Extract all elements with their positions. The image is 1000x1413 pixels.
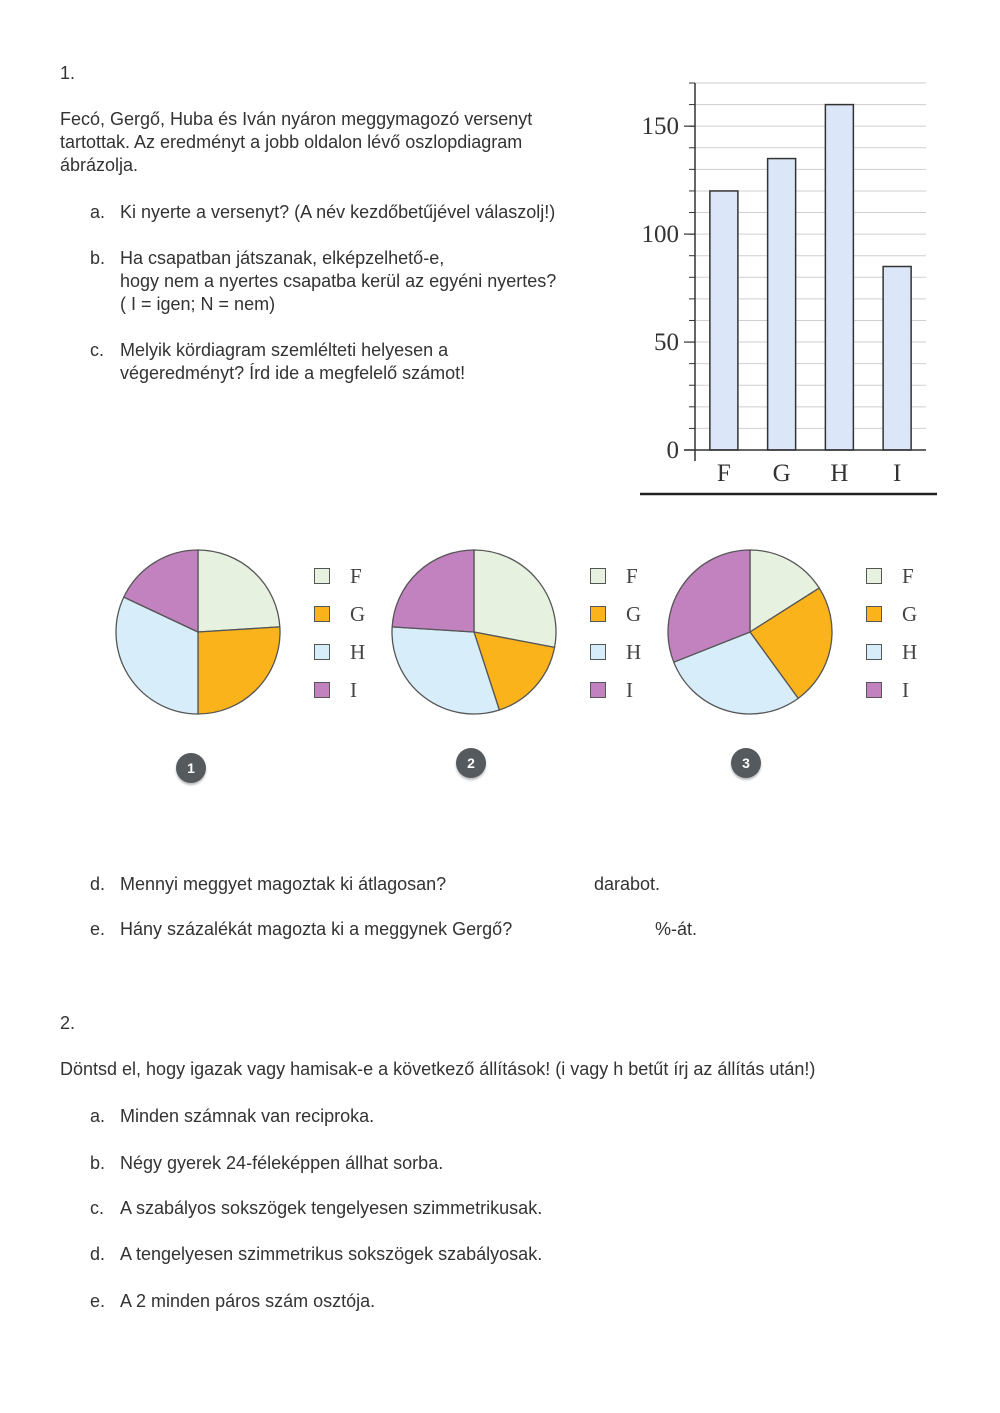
statement-letter: e.	[90, 1291, 106, 1311]
pie-slice-g	[198, 627, 280, 714]
legend-swatch	[590, 606, 606, 622]
legend-label: I	[350, 678, 357, 702]
bar-chart-ytick-label: 0	[666, 437, 679, 464]
task1-intro-line: tartottak. Az eredményt a jobb oldalon lévő oszlopdiagram	[60, 132, 523, 152]
pie-chart-1	[112, 546, 284, 722]
question-text: Ha csapatban játszanak, elképzelhető-e,	[120, 248, 445, 268]
legend-label: F	[626, 564, 638, 588]
legend-swatch	[314, 568, 330, 584]
legend-label: F	[350, 564, 362, 588]
bar-chart-ytick-label: 50	[654, 329, 679, 357]
pie-slice-f	[198, 550, 280, 632]
bar-chart-ytick-labels	[642, 113, 680, 464]
legend-swatch	[866, 606, 882, 622]
task2-intro: Döntsd el, hogy igazak vagy hamisak-e a következő állítások! (i vagy h betűt írj az állítás után!)	[60, 1059, 816, 1079]
statement-letter: a.	[90, 1106, 106, 1126]
task1-number: 1.	[60, 63, 76, 83]
statement-letter: c.	[90, 1198, 105, 1218]
bar-chart	[620, 50, 960, 510]
legend-label: H	[902, 640, 918, 664]
question-letter: a.	[90, 202, 106, 222]
question-text: Mennyi meggyet magoztak ki átlagosan?	[120, 874, 447, 894]
statement-text: A tengelyesen szimmetrikus sokszögek szabályosak.	[120, 1244, 543, 1264]
question-text: hogy nem a nyertes csapatba kerül az egyéni nyertes?	[120, 271, 557, 291]
bar-chart-xtick-label: I	[892, 460, 902, 487]
statement-letter: b.	[90, 1153, 106, 1173]
legend-label: F	[902, 564, 914, 588]
answer-unit: %-át.	[655, 919, 698, 939]
bar-chart-xtick-label: H	[830, 460, 849, 487]
bar-g	[768, 159, 796, 450]
legend-label: G	[626, 602, 642, 626]
statement-text: A 2 minden páros szám osztója.	[120, 1291, 376, 1311]
bar-f	[710, 191, 738, 450]
question-letter: e.	[90, 919, 106, 939]
legend-label: I	[626, 678, 633, 702]
question-text: ( I = igen; N = nem)	[120, 294, 276, 314]
legend-swatch	[590, 644, 606, 660]
statement-text: A szabályos sokszögek tengelyesen szimmetrikusak.	[120, 1198, 543, 1218]
legend-label: H	[626, 640, 642, 664]
bar-chart-xtick-label: F	[716, 460, 731, 487]
statement-text: Négy gyerek 24-féleképpen állhat sorba.	[120, 1153, 444, 1173]
statement-letter: d.	[90, 1244, 106, 1264]
bar-chart-xtick-labels	[717, 460, 901, 487]
statement-text: Minden számnak van reciproka.	[120, 1106, 375, 1126]
legend-label: G	[350, 602, 366, 626]
task1-intro-line: Fecó, Gergő, Huba és Iván nyáron meggymagozó versenyt	[60, 109, 533, 129]
question-letter: d.	[90, 874, 106, 894]
pie-number-badge-3: 3	[731, 748, 761, 778]
question-letter: c.	[90, 340, 105, 360]
legend-swatch	[866, 682, 882, 698]
legend-swatch	[590, 682, 606, 698]
legend-swatch	[314, 682, 330, 698]
legend-label: H	[350, 640, 366, 664]
legend-swatch	[314, 644, 330, 660]
legend-swatch	[590, 568, 606, 584]
pie-slice-i	[392, 550, 474, 632]
pie-slice-f	[474, 550, 556, 647]
pie-chart-2	[388, 546, 560, 722]
question-text: végeredményt? Írd ide a megfelelő számot!	[120, 363, 466, 383]
bar-chart-ytick-label: 150	[641, 113, 679, 141]
question-text: Ki nyerte a versenyt? (A név kezdőbetűjével válaszolj!)	[120, 202, 556, 222]
bar-h	[825, 105, 853, 450]
question-text: Hány százalékát magozta ki a meggynek Gergő?	[120, 919, 513, 939]
legend-label: G	[902, 602, 918, 626]
task2-number: 2.	[60, 1013, 76, 1033]
legend-swatch	[866, 568, 882, 584]
bar-chart-xtick-label: G	[772, 460, 791, 487]
legend-swatch	[866, 644, 882, 660]
legend-label: I	[902, 678, 909, 702]
question-letter: b.	[90, 248, 106, 268]
pie-chart-3	[664, 546, 836, 722]
task1-intro-line: ábrázolja.	[60, 155, 139, 175]
bar-chart-ytick-label: 100	[641, 221, 679, 249]
question-text: Melyik kördiagram szemlélteti helyesen a	[120, 340, 449, 360]
legend-swatch	[314, 606, 330, 622]
answer-unit: darabot.	[594, 874, 661, 894]
pie-number-badge-1: 1	[176, 753, 206, 783]
pie-number-badge-2: 2	[456, 748, 486, 778]
bar-i	[883, 267, 911, 451]
